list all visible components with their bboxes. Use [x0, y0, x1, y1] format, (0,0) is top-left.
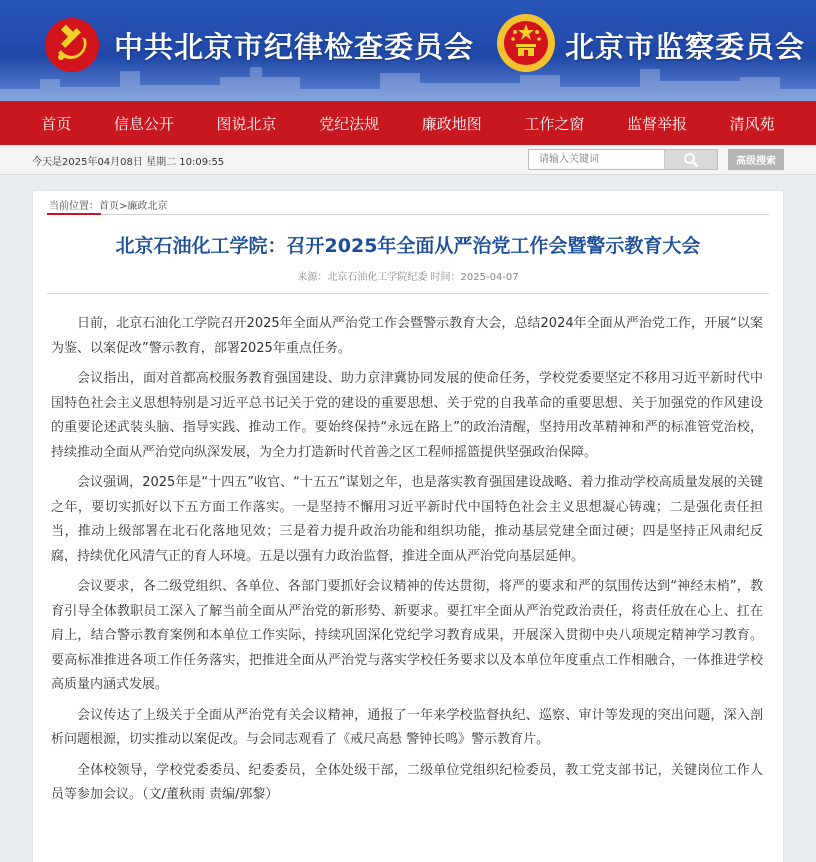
- breadcrumb-section[interactable]: 廉政北京: [127, 201, 168, 212]
- article-paragraph: 会议指出，面对首都高校服务教育强国建设、助力京津冀协同发展的使命任务，学校党委要坚定不移用习近平新时代中国特色社会主义思想特别是习近平总书记关于党的建设的重要思想、关于党的自我革命的重要思想、关于加强党的作风建设的重要论述武装头脑、指导实践、推动工作。要始终保持“永远在路上”的政治清醒，坚持用改革精神和严的标准管党治校，持续推动全面从严治党向纵深发展，为全力打造新时代首善之区工程师摇篮提供坚强政治保障。: [51, 371, 763, 460]
- article-title: 北京石油化工学院：召开2025年全面从严治党工作会暨警示教育大会: [115, 235, 701, 257]
- nav-item-pictorial[interactable]: 图说北京: [216, 114, 277, 133]
- main-nav: [0, 101, 816, 145]
- breadcrumb: [47, 191, 769, 215]
- search-button[interactable]: [664, 150, 717, 169]
- nav-item-regulations[interactable]: 党纪法规: [319, 114, 380, 133]
- search-input[interactable]: [529, 150, 664, 169]
- breadcrumb-label: 当前位置：: [49, 201, 99, 212]
- article-container: [32, 190, 784, 862]
- article-paragraph: 全体校领导，学校党委委员、纪委委员，全体处级干部，二级单位党组织纪检委员，教工党支部书记，关键岗位工作人员等参加会议。（文/董秋雨 责编/郭黎）: [51, 762, 763, 802]
- breadcrumb-home[interactable]: 首页: [99, 201, 119, 212]
- article-body: [33, 294, 783, 808]
- search-box: [528, 149, 718, 170]
- nav-item-home[interactable]: 首页: [41, 114, 72, 133]
- nav-item-report[interactable]: 监督举报: [627, 114, 688, 133]
- banner-title-right: 北京市监察委员会: [565, 30, 806, 64]
- info-toolbar: [0, 145, 816, 175]
- article-paragraph: 会议传达了上级关于全面从严治党有关会议精神，通报了一年来学校监督执纪、巡察、审计等发现的突出问题，深入剖析问题根源，切实推动以案促改。与会同志观看了《戒尺高悬 警钟长鸣》警示教育片。: [51, 707, 763, 747]
- breadcrumb-accent-line: [47, 213, 101, 215]
- article-paragraph: 会议强调，2025年是“十四五”收官、“十五五”谋划之年，也是落实教育强国建设战略、着力推动学校高质量发展的关键之年，要切实抓好以下五方面工作落实。一是坚持不懈用习近平新时代中国特色社会主义思想凝心铸魂；二是强化责任担当，推动上级部署在北石化落地见效；三是着力提升政治功能和组织功能，推动基层党建全面过硬；四是坚持正风肃纪反腐，持续优化风清气正的育人环境。五是以强有力政治监督，推进全面从严治党向基层延伸。: [51, 475, 763, 564]
- article-meta: 来源：北京石油化工学院纪委 时间：2025-04-07: [47, 268, 769, 294]
- site-banner: [0, 0, 816, 101]
- banner-title-left: 中共北京市纪律检查委员会: [114, 30, 475, 64]
- nav-item-work-window[interactable]: 工作之窗: [524, 114, 585, 133]
- nav-item-info-disclosure[interactable]: 信息公开: [113, 114, 174, 133]
- current-date: 今天是2025年04月08日 星期二 10:09:55: [32, 157, 225, 168]
- nav-item-integrity-map[interactable]: 廉政地图: [421, 114, 482, 133]
- article-paragraph: 日前，北京石油化工学院召开2025年全面从严治党工作会暨警示教育大会，总结2024年全面从严治党工作，开展“以案为鉴、以案促改”警示教育，部署2025年重点任务。: [51, 316, 763, 356]
- article-paragraph: 会议要求，各二级党组织、各单位、各部门要抓好会议精神的传达贯彻，将严的要求和严的氛围传达到“神经末梢”，教育引导全体教职员工深入了解当前全面从严治党的新形势、新要求。要扛牢全面从严治党政治责任，将责任放在心上、扛在肩上，结合警示教育案例和本单位工作实际，持续巩固深化党纪学习教育成果，开展深入贯彻中央八项规定精神学习教育。要高标准推进各项工作任务落实，把推进全面从严治党与落实学校任务要求以及本单位年度重点工作相融合，一体推进学校高质量内涵式发展。: [51, 579, 763, 692]
- search-icon: [683, 152, 699, 168]
- advanced-search-button[interactable]: 高级搜索: [728, 149, 784, 170]
- national-emblem-icon: [495, 12, 557, 74]
- party-emblem-icon: [44, 17, 100, 73]
- nav-item-qingfeng[interactable]: 清风苑: [729, 114, 775, 133]
- breadcrumb-separator: >: [119, 201, 128, 212]
